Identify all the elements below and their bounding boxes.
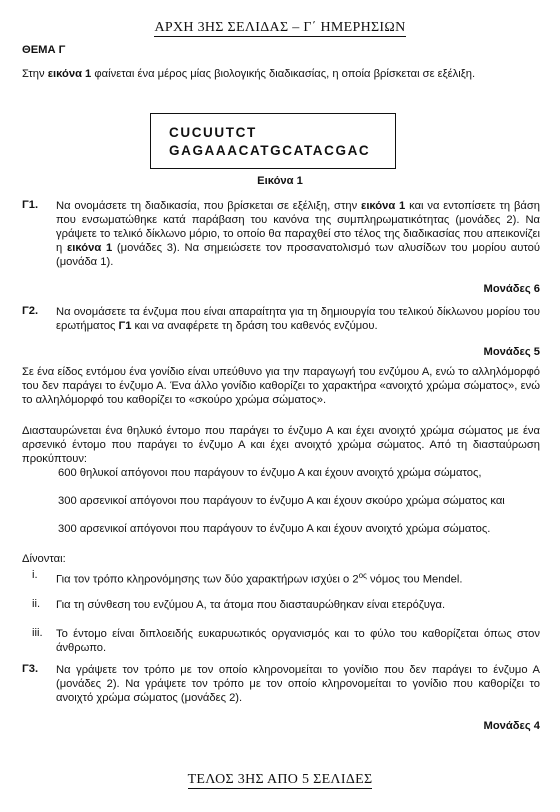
g1-text-1: Να ονομάσετε τη διαδικασία, που βρίσκεται σε εξέλιξη, στην [56, 200, 362, 212]
offspring-item-1: 600 θηλυκοί απόγονοι που παράγουν το ένζυμο Α και έχουν ανοιχτό χρώμα σώματος, [58, 467, 482, 479]
question-g3-label: Γ3. [22, 663, 39, 675]
g1-text-3: (μονάδες 3). Να σημειώσετε τον προσανατολισμό των αλυσίδων του μορίου αυτού (μονάδα 1). [56, 242, 540, 268]
given-number-3: iii. [32, 627, 43, 639]
g2-text-2: και να αναφέρετε τη δράση του καθενός ενζύμου. [131, 320, 378, 332]
page-header-text: ΑΡΧΗ 3ΗΣ ΣΕΛΙΔΑΣ – Γ΄ ΗΜΕΡΗΣΙΩΝ [154, 20, 406, 35]
given-number-2: ii. [32, 598, 41, 610]
g2-bold-1: Γ1 [118, 320, 132, 332]
g1-bold-1: εικόνα 1 [361, 200, 406, 212]
question-g3-score: Μονάδες 4 [483, 720, 540, 732]
page-footer [0, 772, 560, 788]
intro-bold: εικόνα 1 [47, 68, 92, 80]
question-g1-label: Γ1. [22, 199, 39, 211]
question-g2-score: Μονάδες 5 [483, 346, 540, 358]
theme-title: ΘΕΜΑ Γ [22, 44, 66, 56]
given-1-pre: Για τον τρόπο κληρονόμησης των δύο χαρακτήρων ισχύει ο 2 [56, 573, 359, 586]
g1-bold-2: εικόνα 1 [66, 242, 113, 254]
question-g2-label: Γ2. [22, 305, 39, 317]
scenario-paragraph-1: Σε ένα είδος εντόμου ένα γονίδιο είναι υπεύθυνο για την παραγωγή του ενζύμου Α, ενώ το αλληλόμορφό του δεν παράγει το ένζυμο Α. Ένα άλλο γονίδιο καθορίζει το χαρακτήρα «ανοιχτό χρώμα σώματος», ενώ το αλληλόμορφό του καθορίζει το «σκούρο χρώμα σώματος». [22, 366, 540, 406]
offspring-item-2: 300 αρσενικοί απόγονοι που παράγουν το ένζυμο Α και έχουν σκούρο χρώμα σώματος και [58, 495, 505, 507]
page-footer-text: ΤΕΛΟΣ 3ΗΣ ΑΠΟ 5 ΣΕΛΙΔΕΣ [187, 772, 373, 787]
intro-paragraph [22, 67, 540, 81]
sequence-bottom-strand: GAGAAACATGCATACGAC [169, 143, 371, 158]
g1-text-2: και να εντοπίσετε τη βάση που ενσωματώθηκε κατά παράβαση του κανόνα της συμπληρωματικότητας (μονάδες 2). Να γράψετε το τελικό δίκλωνο μόριο, το οποίο θα παραχθεί στο τέλος της διαδικασίας που απεικονίζει η [56, 200, 540, 254]
question-g3-text: Να γράψετε τον τρόπο με τον οποίο κληρονομείται το γονίδιο που δεν παράγει το ένζυμο Α (μονάδες 2). Να γράψετε τον τρόπο με τον οποίο κληρονομείται το γονίδιο που καθορίζει το ανοιχτό χρώμα σώματος (μονάδες 2). [56, 664, 540, 704]
intro-pre: Στην [22, 68, 48, 80]
sequence-top-strand: CUCUUTCT [169, 125, 257, 140]
given-item-1 [56, 569, 540, 587]
figure-caption: Εικόνα 1 [257, 175, 303, 187]
question-g2-text [56, 305, 540, 333]
g2-text-1: Να ονομάσετε τα ένζυμα που είναι απαραίτητα για τη δημιουργία του τελικού δίκλωνου μορίου του ερωτήματος [56, 306, 540, 332]
scenario-paragraph-2: Διασταυρώνεται ένα θηλυκό έντομο που παράγει το ένζυμο Α και έχει ανοιχτό χρώμα σώματος με ένα αρσενικό έντομο που παράγει το ένζυμο Α και έχει ανοιχτό χρώμα σώματος. Από τη διασταύρωση προκύπτουν: [22, 425, 540, 465]
given-item-3: Το έντομο είναι διπλοειδής ευκαρυωτικός οργανισμός και το φύλο του καθορίζεται όπως στον άνθρωπο. [56, 628, 540, 654]
intro-post: φαίνεται ένα μέρος μίας βιολογικής διαδικασίας, η οποία βρίσκεται σε εξέλιξη. [91, 68, 476, 80]
question-g1-score: Μονάδες 6 [483, 283, 540, 295]
given-item-2: Για τη σύνθεση του ενζύμου Α, τα άτομα που διασταυρώθηκαν είναι ετερόζυγα. [56, 599, 446, 611]
page-header [0, 20, 560, 36]
given-1-post: νόμος του Mendel. [366, 573, 463, 586]
given-number-1: i. [32, 569, 38, 581]
given-1-sup: ος [358, 571, 367, 580]
question-g1-text [56, 199, 540, 269]
offspring-item-3: 300 αρσενικοί απόγονοι που παράγουν το ένζυμο Α και έχουν ανοιχτό χρώμα σώματος. [58, 523, 491, 535]
given-title: Δίνονται: [22, 553, 66, 565]
sequence-box [150, 113, 396, 169]
